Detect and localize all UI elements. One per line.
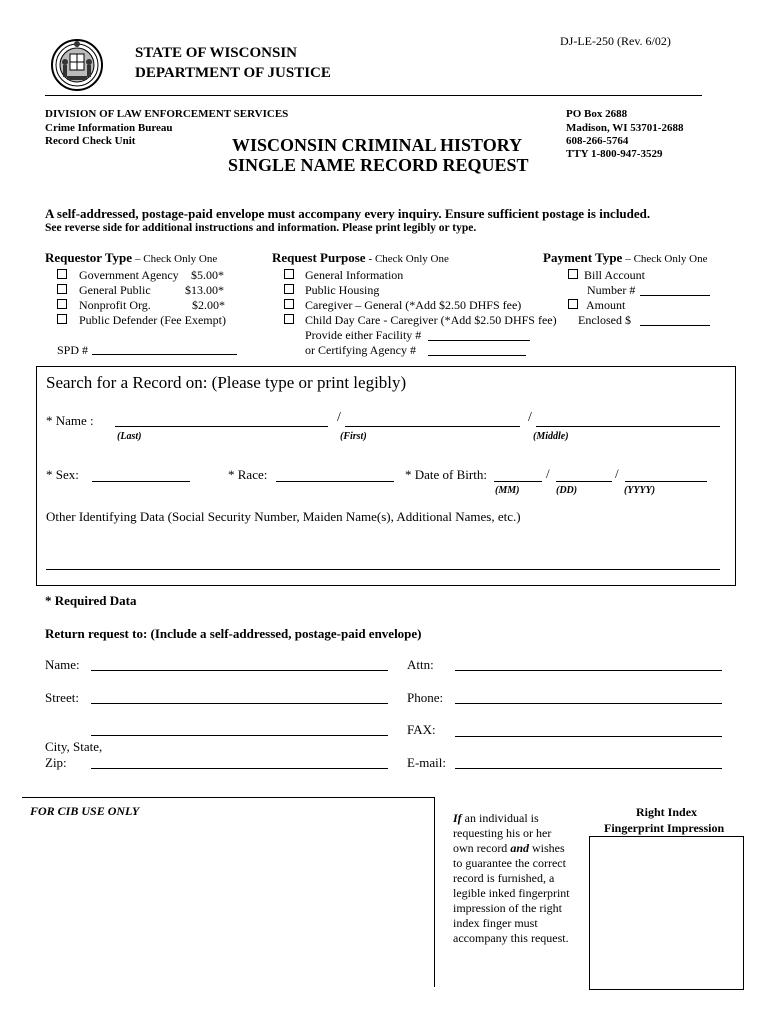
cib-use-only-label: FOR CIB USE ONLY [30, 804, 140, 818]
dob-year-input[interactable] [625, 481, 707, 482]
name-separator: / [337, 410, 341, 425]
certifying-agency-input[interactable] [428, 355, 526, 356]
checkbox-public-housing[interactable] [284, 284, 294, 294]
phone-label: Phone: [407, 690, 444, 705]
cib-area-top-rule [22, 797, 434, 798]
and-emphasis: and [510, 841, 529, 855]
first-name-input[interactable] [345, 426, 520, 427]
return-name-label: Name: [45, 657, 80, 672]
address-line: PO Box 2688 [566, 108, 628, 120]
form-number: DJ-LE-250 (Rev. 6/02) [560, 34, 671, 48]
division-name: DIVISION OF LAW ENFORCEMENT SERVICES [45, 108, 289, 120]
unit-name: Record Check Unit [45, 135, 136, 147]
email-label: E-mail: [407, 755, 446, 770]
option-label: General Information [305, 268, 404, 282]
other-identifying-label: Other Identifying Data (Social Security Number, Maiden Name(s), Additional Names, etc.) [46, 509, 521, 524]
dd-caption: (DD) [556, 485, 578, 496]
fingerprint-title-line2: Fingerprint Impression [604, 821, 725, 835]
last-name-input[interactable] [115, 426, 328, 427]
payment-title: Payment Type [543, 250, 623, 265]
checkbox-general-public[interactable] [57, 284, 67, 294]
option-label: Nonprofit Org. [79, 298, 151, 312]
fingerprint-impression-box[interactable] [589, 836, 744, 990]
facility-number-input[interactable] [428, 340, 530, 341]
fingerprint-title-line1: Right Index [636, 805, 698, 819]
facility-label: Provide either Facility # [305, 328, 422, 342]
sex-label: * Sex: [46, 467, 79, 482]
checkbox-nonprofit-org[interactable] [57, 299, 67, 309]
race-label: * Race: [228, 467, 268, 482]
mm-caption: (MM) [495, 485, 520, 496]
street-input[interactable] [91, 703, 388, 704]
if-emphasis: If [453, 811, 462, 825]
requestor-hint: – Check Only One [135, 253, 218, 265]
option-label: Caregiver – General (*Add $2.50 DHFS fee) [305, 298, 522, 312]
purpose-section-title [272, 250, 449, 266]
return-name-input[interactable] [91, 670, 388, 671]
option-label: Child Day Care - Caregiver (*Add $2.50 DHFS fee) [305, 313, 557, 327]
cib-area-right-rule [434, 797, 435, 987]
purpose-hint: - Check Only One [368, 253, 449, 265]
state-heading: STATE OF WISCONSIN [135, 45, 297, 61]
search-title: Search for a Record on: (Please type or print legibly) [46, 373, 407, 392]
checkbox-caregiver-general[interactable] [284, 299, 294, 309]
fax-label: FAX: [407, 722, 436, 737]
bureau-name: Crime Information Bureau [45, 122, 173, 134]
envelope-instruction: A self-addressed, postage-paid envelope must accompany every inquiry. Ensure sufficient postage is included. [45, 206, 651, 221]
dob-separator: / [615, 466, 619, 481]
form-title-line2: SINGLE NAME RECORD REQUEST [228, 155, 529, 175]
city-state-zip-input[interactable] [91, 768, 388, 769]
middle-name-input[interactable] [536, 426, 720, 427]
name-label: * Name : [46, 413, 94, 428]
sex-input[interactable] [92, 481, 190, 482]
account-number-label: Number # [587, 283, 636, 297]
checkbox-government-agency[interactable] [57, 269, 67, 279]
other-identifying-input[interactable] [46, 569, 720, 570]
instruction-text-a: an individual is requesting his or her own record [453, 811, 552, 855]
option-label: Public Housing [305, 283, 380, 297]
street-label: Street: [45, 690, 79, 705]
fax-input[interactable] [455, 736, 722, 737]
dob-label: * Date of Birth: [405, 467, 487, 482]
attn-label: Attn: [407, 657, 434, 672]
return-title: Return request to: (Include a self-addressed, postage-paid envelope) [45, 626, 422, 641]
attn-input[interactable] [455, 670, 722, 671]
payment-hint: – Check Only One [625, 253, 708, 265]
checkbox-amount-enclosed[interactable] [568, 299, 578, 309]
city-state-label: City, State, [45, 739, 103, 754]
yyyy-caption: (YYYY) [624, 485, 656, 496]
option-label: General Public [79, 283, 151, 297]
address-line: Madison, WI 53701-2688 [566, 122, 684, 134]
address-line: 608-266-5764 [566, 135, 629, 147]
checkbox-bill-account[interactable] [568, 269, 578, 279]
instruction-text-b: wishes to guarantee the correct record is furnished, a legible inked fingerprint impression of the right index finger must accompany this request. [453, 841, 570, 945]
option-fee: $5.00* [191, 268, 224, 282]
amount-enclosed-input[interactable] [640, 325, 710, 326]
fingerprint-instructions [453, 811, 573, 946]
requestor-section-title [45, 250, 217, 266]
amount-label: Amount [586, 298, 626, 312]
middle-caption: (Middle) [533, 431, 569, 442]
checkbox-child-day-care[interactable] [284, 314, 294, 324]
checkbox-general-information[interactable] [284, 269, 294, 279]
header-rule [45, 95, 702, 96]
dob-separator: / [546, 466, 550, 481]
dob-month-input[interactable] [494, 481, 542, 482]
enclosed-label: Enclosed $ [578, 313, 631, 327]
last-caption: (Last) [117, 431, 142, 442]
requestor-title: Requestor Type [45, 250, 133, 265]
spd-input[interactable] [92, 354, 237, 355]
first-caption: (First) [340, 431, 367, 442]
checkbox-public-defender[interactable] [57, 314, 67, 324]
address-line: TTY 1-800-947-3529 [566, 148, 663, 160]
department-heading: DEPARTMENT OF JUSTICE [135, 65, 331, 81]
race-input[interactable] [276, 481, 394, 482]
wisconsin-seal-icon [50, 36, 104, 92]
option-fee: $13.00* [185, 283, 224, 297]
name-separator: / [528, 410, 532, 425]
bill-account-label: Bill Account [584, 268, 645, 282]
option-label: Public Defender (Fee Exempt) [79, 313, 226, 327]
zip-label: Zip: [45, 755, 67, 770]
phone-input[interactable] [455, 703, 722, 704]
payment-section-title [543, 250, 708, 266]
purpose-title: Request Purpose [272, 250, 366, 265]
account-number-input[interactable] [640, 295, 710, 296]
required-data-note: * Required Data [45, 593, 137, 608]
reverse-instruction: See reverse side for additional instructions and information. Please print legibly or type. [45, 222, 477, 234]
option-fee: $2.00* [192, 298, 225, 312]
agency-label: or Certifying Agency # [305, 343, 416, 357]
dob-day-input[interactable] [556, 481, 612, 482]
street-line2-input[interactable] [91, 735, 388, 736]
option-label: Government Agency [79, 268, 179, 282]
search-record-box [36, 366, 736, 586]
spd-label: SPD # [57, 343, 89, 357]
email-input[interactable] [455, 768, 722, 769]
form-title-line1: WISCONSIN CRIMINAL HISTORY [232, 135, 523, 155]
